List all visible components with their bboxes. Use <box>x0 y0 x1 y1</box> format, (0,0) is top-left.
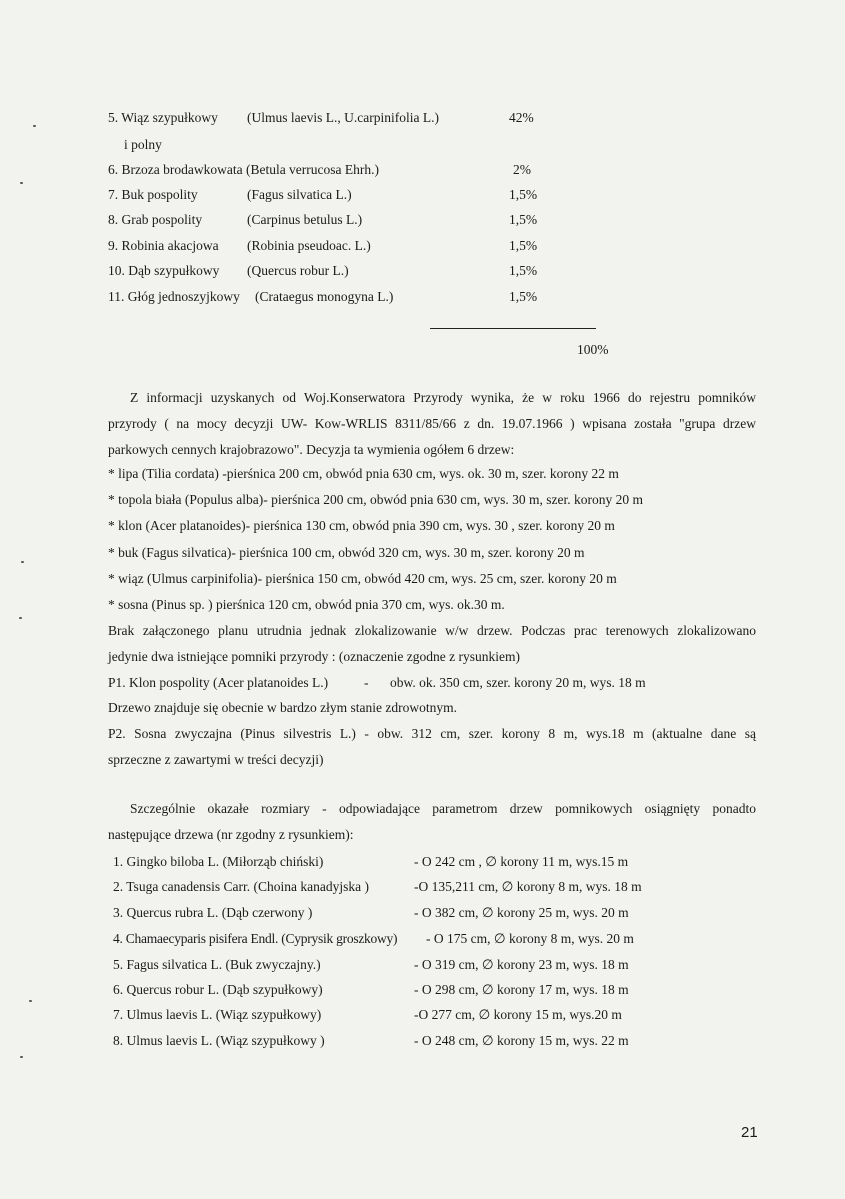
scan-speck <box>20 1056 23 1058</box>
p2-line-1: P2. Sosna zwyczajna (Pinus silvestris L.) - obw. 312 cm, szer. korony 8 m, wys.18 m (aktualne dane są <box>108 726 756 741</box>
species-row-5-name: 5. Wiąz szypułkowy <box>108 110 218 125</box>
species-row-6-name: 6. Brzoza brodawkowata (Betula verrucosa Ehrh.) <box>108 162 380 177</box>
species-row-5-percent: 42% <box>509 110 534 125</box>
page-number: 21 <box>741 1124 758 1141</box>
p1-dash: - <box>364 675 369 690</box>
species-row-7-latin: (Fagus silvatica L.) <box>247 187 352 202</box>
tree-8-name: 8. Ulmus laevis L. (Wiąz szypułkowy ) <box>113 1033 325 1048</box>
species-row-8-latin: (Carpinus betulus L.) <box>247 212 363 227</box>
species-row-5-continuation: i polny <box>124 137 162 152</box>
scan-speck <box>29 1000 32 1002</box>
paragraph-2-line-2: jedynie dwa istniejące pomniki przyrody : (oznaczenie zgodne z rysunkiem) <box>108 649 520 664</box>
total-percent: 100% <box>577 342 609 357</box>
tree-4-name: 4. Chamaecyparis pisifera Endl. (Cyprysik groszkowy) <box>113 931 398 946</box>
paragraph-3-line-1: Szczególnie okazałe rozmiary - odpowiadające parametrom drzew pomnikowych osiągnięty ponadto <box>130 801 756 816</box>
tree-6-dims: - O 298 cm, ∅ korony 17 m, wys. 18 m <box>414 982 629 997</box>
tree-7-name: 7. Ulmus laevis L. (Wiąz szypułkowy) <box>113 1007 322 1022</box>
species-row-5-latin: (Ulmus laevis L., U.carpinifolia L.) <box>247 110 439 125</box>
species-row-9-percent: 1,5% <box>509 238 538 253</box>
tree-5-name: 5. Fagus silvatica L. (Buk zwyczajny.) <box>113 957 321 972</box>
species-row-10-name: 10. Dąb szypułkowy <box>108 263 220 278</box>
p1-note: Drzewo znajduje się obecnie w bardzo złym stanie zdrowotnym. <box>108 700 458 715</box>
monument-item-klon: * klon (Acer platanoides)- pierśnica 130 cm, obwód pnia 390 cm, wys. 30 , szer. korony 20 m <box>108 518 615 533</box>
species-row-7-name: 7. Buk pospolity <box>108 187 198 202</box>
monument-item-lipa: * lipa (Tilia cordata) -pierśnica 200 cm, obwód pnia 630 cm, wys. ok. 30 m, szer. korony 22 m <box>108 466 619 481</box>
monument-item-topola: * topola biała (Populus alba)- pierśnica 200 cm, obwód pnia 630 cm, wys. 30 m, szer. korony 20 m <box>108 492 644 507</box>
paragraph-2-line-1: Brak załączonego planu utrudnia jednak zlokalizowanie w/w drzew. Podczas prac terenowych zlokalizowano <box>108 623 756 638</box>
tree-5-dims: - O 319 cm, ∅ korony 23 m, wys. 18 m <box>414 957 629 972</box>
tree-4-dims: - O 175 cm, ∅ korony 8 m, wys. 20 m <box>426 931 634 946</box>
p2-line-2: sprzeczne z zawartymi w treści decyzji) <box>108 752 324 767</box>
tree-2-name: 2. Tsuga canadensis Carr. (Choina kanadyjska ) <box>113 879 369 894</box>
scan-speck <box>33 125 36 127</box>
p1-value: obw. ok. 350 cm, szer. korony 20 m, wys. 18 m <box>390 675 646 690</box>
tree-2-dims: -O 135,211 cm, ∅ korony 8 m, wys. 18 m <box>414 879 642 894</box>
species-row-10-latin: (Quercus robur L.) <box>247 263 349 278</box>
p1-label: P1. Klon pospolity (Acer platanoides L.) <box>108 675 329 690</box>
scan-speck <box>20 182 23 184</box>
tree-1-dims: - O 242 cm , ∅ korony 11 m, wys.15 m <box>414 854 629 869</box>
paragraph-1-line-2: przyrody ( na mocy decyzji UW- Kow-WRLIS 8311/85/66 z dn. 19.07.1966 ) wpisana została "grupa drzew <box>108 416 756 431</box>
paragraph-3-line-2: następujące drzewa (nr zgodny z rysunkiem): <box>108 827 354 842</box>
tree-1-name: 1. Gingko biloba L. (Miłorząb chiński) <box>113 854 324 869</box>
tree-6-name: 6. Quercus robur L. (Dąb szypułkowy) <box>113 982 323 997</box>
species-row-6-percent: 2% <box>513 162 531 177</box>
tree-3-name: 3. Quercus rubra L. (Dąb czerwony ) <box>113 905 313 920</box>
paragraph-1-line-1: Z informacji uzyskanych od Woj.Konserwatora Przyrody wynika, że w roku 1966 do rejestru pomników <box>130 390 756 405</box>
monument-item-buk: * buk (Fagus silvatica)- pierśnica 100 cm, obwód 320 cm, wys. 30 m, szer. korony 20 m <box>108 545 585 560</box>
species-row-11-percent: 1,5% <box>509 289 538 304</box>
sum-rule <box>430 328 596 329</box>
species-row-8-percent: 1,5% <box>509 212 538 227</box>
species-row-8-name: 8. Grab pospolity <box>108 212 203 227</box>
monument-item-wiaz: * wiąz (Ulmus carpinifolia)- pierśnica 150 cm, obwód 420 cm, wys. 25 cm, szer. korony 20 m <box>108 571 617 586</box>
monument-item-sosna: * sosna (Pinus sp. ) pierśnica 120 cm, obwód pnia 370 cm, wys. ok.30 m. <box>108 597 505 612</box>
species-row-10-percent: 1,5% <box>509 263 538 278</box>
species-row-9-name: 9. Robinia akacjowa <box>108 238 219 253</box>
species-row-11-name: 11. Głóg jednoszyjkowy <box>108 289 240 304</box>
tree-3-dims: - O 382 cm, ∅ korony 25 m, wys. 20 m <box>414 905 629 920</box>
tree-7-dims: -O 277 cm, ∅ korony 15 m, wys.20 m <box>414 1007 622 1022</box>
species-row-7-percent: 1,5% <box>509 187 538 202</box>
tree-8-dims: - O 248 cm, ∅ korony 15 m, wys. 22 m <box>414 1033 629 1048</box>
paragraph-1-line-3: parkowych cennych krajobrazowo". Decyzja ta wymienia ogółem 6 drzew: <box>108 442 515 457</box>
scan-speck <box>19 617 22 619</box>
scan-speck <box>21 561 24 563</box>
species-row-9-latin: (Robinia pseudoac. L.) <box>247 238 371 253</box>
species-row-11-latin: (Crataegus monogyna L.) <box>255 289 394 304</box>
